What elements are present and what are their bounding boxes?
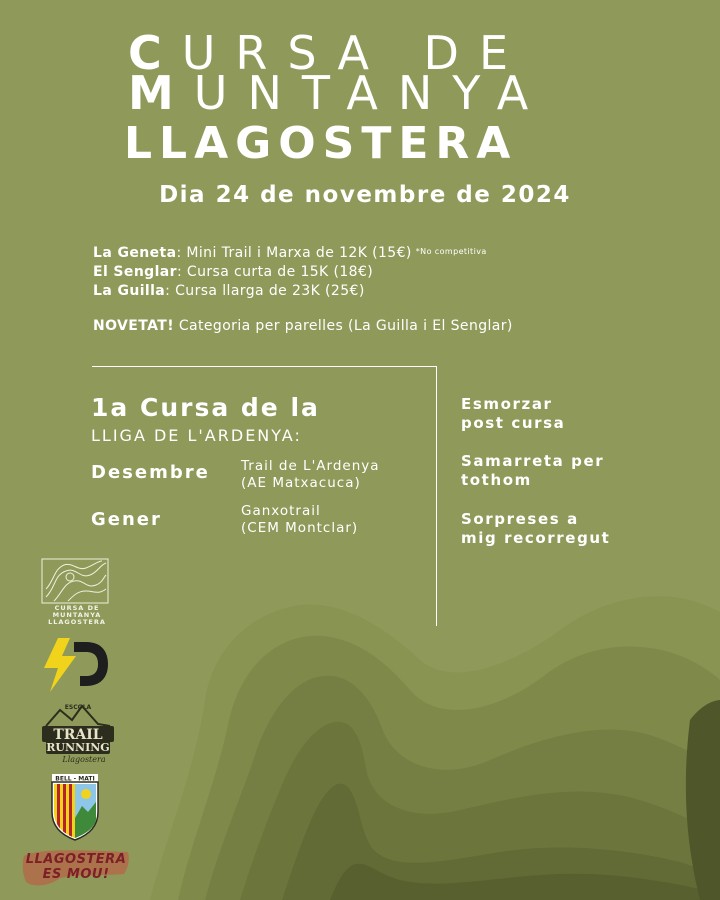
es-mou-text: LLAGOSTERA ES MOU! [25, 852, 127, 882]
bell-mati-label: BELL - MATI [55, 775, 95, 783]
league-event-name: Ganxotrail [241, 503, 321, 519]
perk-line: post cursa [461, 414, 566, 432]
llagostera-es-mou-logo [20, 846, 132, 890]
novetat-label: NOVETAT! [93, 318, 174, 334]
trail-running-logo [40, 700, 116, 766]
race-note: *No competitiva [415, 247, 487, 256]
title-line-2 [128, 66, 608, 120]
league-event-organizer: (AE Matxacuca) [241, 475, 361, 491]
race-detail: : Cursa curta de 15K (18€) [176, 264, 374, 280]
trail-logo-second: RUNNING [46, 741, 110, 754]
divider-horizontal [92, 366, 436, 367]
race-name: La Geneta [93, 245, 177, 261]
race-la-guilla [93, 283, 365, 299]
race-detail: : Mini Trail i Marxa de 12K (15€) [176, 245, 412, 261]
title-initial-m: M [128, 66, 194, 120]
race-el-senglar [93, 264, 373, 280]
race-name: El Senglar [93, 264, 177, 280]
perk-line: Esmorzar [461, 395, 553, 413]
race-la-geneta [93, 245, 487, 261]
event-date: Dia 24 de novembre de 2024 [159, 182, 571, 208]
bell-mati-shield-icon [40, 772, 110, 842]
perk-samarreta [461, 452, 604, 490]
perk-line: mig recorregut [461, 529, 611, 547]
perk-line: Sorpreses a [461, 510, 579, 528]
trail-logo-top: ESCOLA [64, 704, 92, 711]
perk-line: tothom [461, 471, 532, 489]
title-line-1-rest: URSA DE [181, 26, 529, 80]
title-line-2-rest: UNTANYA [193, 66, 549, 120]
lightning-d-logo-icon [40, 636, 110, 694]
topo-lines-icon [40, 557, 114, 605]
race-detail: : Cursa llarga de 23K (25€) [165, 283, 365, 299]
novetat-text: Categoria per parelles (La Guilla i El Senglar) [174, 318, 513, 334]
league-event-organizer: (CEM Montclar) [241, 520, 359, 536]
novetat-notice [93, 318, 513, 334]
league-event-desembre [241, 458, 380, 492]
perk-line: Samarreta per [461, 452, 605, 470]
league-event-gener [241, 503, 358, 537]
perk-sorpreses [461, 510, 610, 548]
title-initial-c: C [128, 26, 182, 80]
perk-esmorzar [461, 395, 565, 433]
league-title: 1a Cursa de la [91, 393, 320, 422]
cursa-logo-text: CURSA DE MUNTANYA LLAGOSTERA [48, 604, 106, 626]
trail-logo-main: TRAIL [53, 727, 103, 743]
title-llagostera: LLAGOSTERA [124, 118, 518, 169]
league-event-name: Trail de L'Ardenya [241, 458, 380, 474]
league-month-desembre: Desembre [91, 462, 210, 483]
trail-logo-script: Llagostera [62, 755, 106, 764]
league-month-gener: Gener [91, 509, 162, 530]
divider-vertical [436, 366, 437, 626]
cursa-muntanya-logo [40, 557, 114, 627]
league-subtitle: LLIGA DE L'ARDENYA: [91, 426, 302, 445]
race-name: La Guilla [93, 283, 166, 299]
